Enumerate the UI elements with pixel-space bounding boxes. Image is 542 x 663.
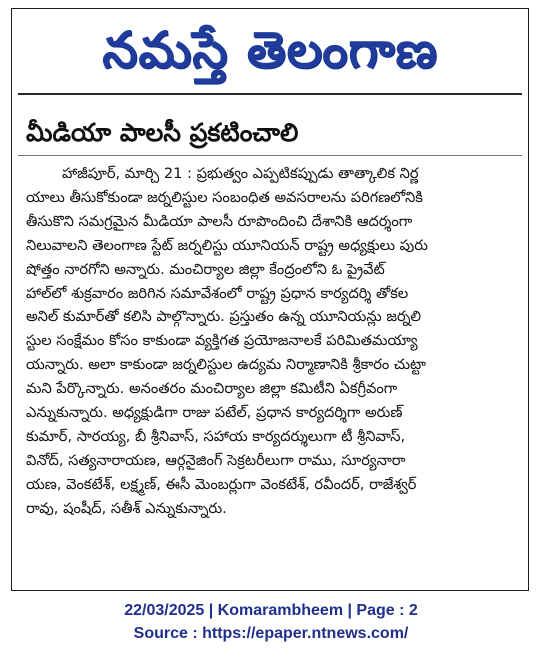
article-line: యణ, వెంకటేశ్, లక్ష్మణ్, ఈసీ మెంబర్లుగా వెంకటేశ్, రవీందర్, రాజేశ్వర్ [26,475,417,493]
headline-divider [18,155,522,156]
article-line: షోత్తం నారగోని అన్నారు. మంచిర్యాల జిల్లా కేంద్రంలోని ఓ ప్రైవేట్ [26,260,385,278]
article-line: స్టుల సంక్షేమం కోసం కాకుండా వ్యక్తిగత ప్రయోజనాలకే పరిమితమయ్యా [26,332,418,350]
article-line: అనిల్ కుమార్‌తో కలిసి పాల్గొన్నారు. ప్రస్తుతం ఉన్న యూనియన్లు జర్నలి [26,308,422,326]
article-line: హాజీపూర్, మార్చి 21 : ప్రభుత్వం ఎప్పటికప్పుడు తాత్కాలిక నిర్ణ [62,165,419,182]
article-line: యాలు తీసుకోకుండా జర్నలిస్టుల సంబంధిత అవసరాలను పరిగణలోనికి [26,188,423,206]
footer-source: Source : https://epaper.ntnews.com/ [133,625,409,642]
article-line: హాల్‌లో శుక్రవారం జరిగిన సమావేశంలో రాష్ట్ర ప్రధాన కార్యదర్శి తోకల [26,284,409,302]
article-headline: మీడియా పాలసీ ప్రకటించాలి [26,118,299,147]
newspaper-clipping [11,8,529,591]
article-line: ఎన్నుకున్నారు. అధ్యక్షుడిగా రాజు పటేల్, ప్రధాన కార్యదర్శిగా అరుణ్ [26,404,403,422]
article-line: తీసుకొని సమగ్రమైన మీడియా పాలసీ రూపొందించి దేశానికి ఆదర్శంగా [26,212,413,230]
article-line: కుమార్, సారయ్య, బీ శ్రీనివాస్, సహాయ కార్యదర్శులుగా టీ శ్రీనివాస్, [26,427,406,445]
masthead-logo: నమస్తే తెలంగాణ [102,21,438,79]
article-line: రావు, షంషీద్, సతీశ్ ఎన్నుకున్నారు. [26,499,227,517]
footer-meta: 22/03/2025 | Komarambheem | Page : 2 [124,602,418,619]
article-line: నిలువాలని తెలంగాణ స్టేట్ జర్నలిస్టు యూనియన్ రాష్ట్ర అధ్యక్షులు పురు [26,236,428,254]
article-line: యన్నారు. అలా కాకుండా జర్నలిస్టుల ఉద్యమ నిర్మాణానికి శ్రీకారం చుట్టా [26,356,427,374]
article-line: వినోద్, సత్యనారాయణ, ఆర్గనైజింగ్ సెక్రటరీలుగా రాము, సూర్యనారా [26,451,406,469]
masthead-divider [18,93,522,95]
article-line: మని పేర్కొన్నారు. అనంతరం మంచిర్యాల జిల్లా కమిటీని ఏకగ్రీవంగా [26,380,398,398]
article-body [26,162,518,521]
